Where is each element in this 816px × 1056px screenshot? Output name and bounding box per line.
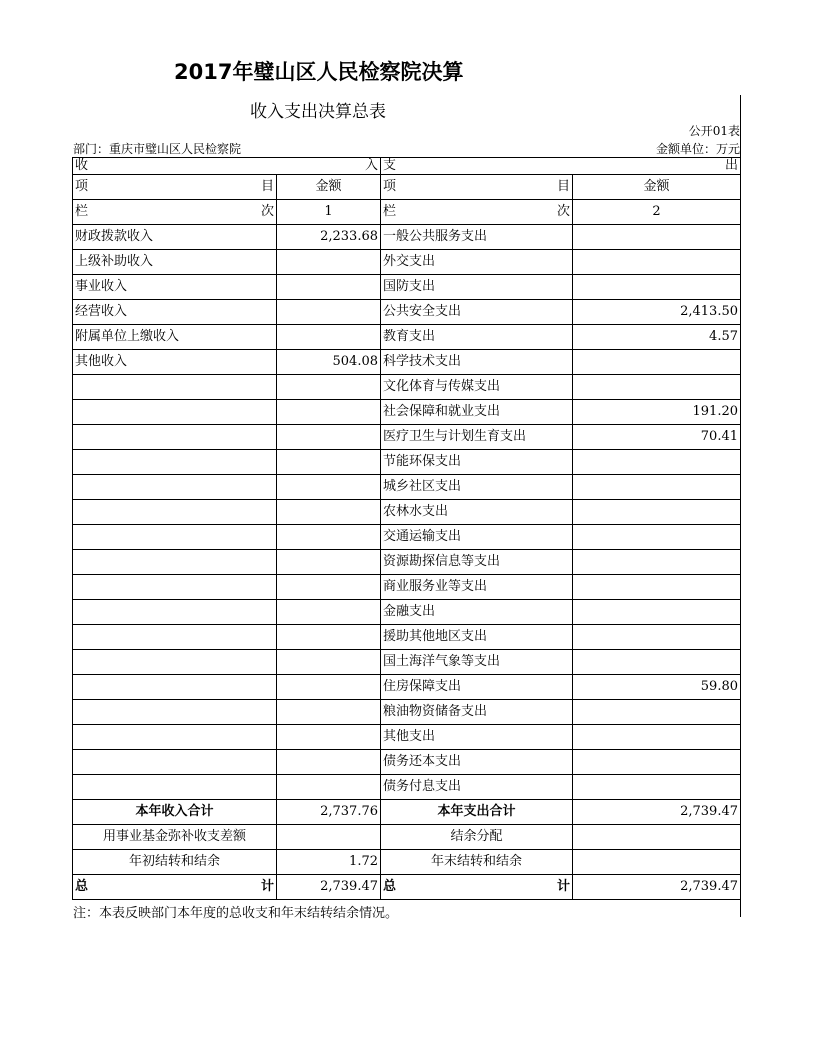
table-row [73, 550, 741, 575]
expense-amount-cell [573, 450, 741, 475]
expense-amount-cell [573, 525, 741, 550]
income-item-cell [73, 550, 277, 575]
expense-item-cell: 粮油物资储备支出 [381, 700, 573, 725]
table-row [73, 275, 741, 300]
income-item-cell [73, 450, 277, 475]
table-row [73, 350, 741, 375]
income-item-cell: 经营收入 [73, 300, 277, 325]
table-row [73, 400, 741, 425]
grand-total-row [73, 875, 741, 900]
expense-amount-cell: 191.20 [573, 400, 741, 425]
table-row [73, 500, 741, 525]
table-row [73, 700, 741, 725]
income-amount-cell [277, 250, 381, 275]
income-item-cell [73, 775, 277, 800]
end-balance-amount [573, 850, 741, 875]
table-row [73, 725, 741, 750]
table-row [73, 575, 741, 600]
expense-amount-cell [573, 375, 741, 400]
income-item-cell: 财政拨款收入 [73, 225, 277, 250]
end-balance-label: 年末结转和结余 [381, 850, 573, 875]
expense-item-cell: 科学技术支出 [381, 350, 573, 375]
expense-item-cell: 外交支出 [381, 250, 573, 275]
expense-item-cell: 文化体育与传媒支出 [381, 375, 573, 400]
income-amount-header: 金额 [277, 175, 381, 200]
income-amount-cell: 2,233.68 [277, 225, 381, 250]
expense-amount-cell [573, 350, 741, 375]
expense-item-cell: 节能环保支出 [381, 450, 573, 475]
income-amount-cell [277, 650, 381, 675]
table-row [73, 650, 741, 675]
expense-item-cell: 医疗卫生与计划生育支出 [381, 425, 573, 450]
income-amount-cell [277, 325, 381, 350]
expense-item-cell: 公共安全支出 [381, 300, 573, 325]
expense-item-cell: 债务付息支出 [381, 775, 573, 800]
income-amount-cell [277, 575, 381, 600]
expense-amount-cell: 70.41 [573, 425, 741, 450]
expense-amount-cell [573, 500, 741, 525]
grand-income-label: 总 计 [73, 875, 277, 900]
income-amount-cell [277, 475, 381, 500]
income-amount-cell [277, 425, 381, 450]
income-item-cell: 附属单位上缴收入 [73, 325, 277, 350]
expense-amount-cell [573, 700, 741, 725]
form-number: 公开01表 [688, 124, 740, 138]
income-amount-cell [277, 700, 381, 725]
income-head-right-cell: 入 [277, 158, 381, 175]
income-amount-cell [277, 300, 381, 325]
table-subtitle: 收入支出决算总表 [250, 102, 386, 122]
table-row [73, 625, 741, 650]
annual-total-row [73, 800, 741, 825]
expense-total-label: 本年支出合计 [381, 800, 573, 825]
table-row [73, 775, 741, 800]
expense-amount-cell [573, 575, 741, 600]
expense-amount-cell [573, 775, 741, 800]
income-head-cell: 收 [73, 158, 277, 175]
income-amount-cell [277, 450, 381, 475]
expense-item-cell: 国防支出 [381, 275, 573, 300]
table-row [73, 475, 741, 500]
expense-amount-cell [573, 475, 741, 500]
expense-total-amount: 2,739.47 [573, 800, 741, 825]
table-row [73, 250, 741, 275]
income-item-cell [73, 650, 277, 675]
expense-item-cell: 债务还本支出 [381, 750, 573, 775]
income-item-cell [73, 425, 277, 450]
expense-amount-header: 金额 [573, 175, 741, 200]
income-item-header: 项 目 [73, 175, 277, 200]
income-amount-cell [277, 750, 381, 775]
table-row [73, 375, 741, 400]
grand-income-amount: 2,739.47 [277, 875, 381, 900]
fund-amount [277, 825, 381, 850]
income-item-cell [73, 375, 277, 400]
expense-item-cell: 城乡社区支出 [381, 475, 573, 500]
expense-item-cell: 金融支出 [381, 600, 573, 625]
table-header-row-2 [73, 200, 741, 225]
table-header-row-0 [73, 158, 741, 175]
income-item-cell [73, 525, 277, 550]
table-row [73, 675, 741, 700]
expense-amount-cell [573, 550, 741, 575]
expense-amount-cell [573, 625, 741, 650]
expense-item-cell: 其他支出 [381, 725, 573, 750]
expense-amount-cell: 2,413.50 [573, 300, 741, 325]
income-item-cell [73, 675, 277, 700]
expense-item-cell: 一般公共服务支出 [381, 225, 573, 250]
income-amount-cell [277, 725, 381, 750]
expense-amount-cell [573, 275, 741, 300]
income-item-cell [73, 500, 277, 525]
table-row [73, 450, 741, 475]
expense-amount-cell: 59.80 [573, 675, 741, 700]
expense-amount-cell [573, 750, 741, 775]
income-item-cell [73, 575, 277, 600]
expense-item-header: 项 目 [381, 175, 573, 200]
surplus-label: 结余分配 [381, 825, 573, 850]
table-row [73, 425, 741, 450]
income-item-cell [73, 725, 277, 750]
income-item-cell [73, 600, 277, 625]
expense-item-cell: 国土海洋气象等支出 [381, 650, 573, 675]
table-row [73, 750, 741, 775]
income-item-cell [73, 750, 277, 775]
expense-amount-cell [573, 725, 741, 750]
page-title: 2017年璧山区人民检察院决算 [174, 60, 464, 84]
expense-item-cell: 交通运输支出 [381, 525, 573, 550]
income-expense-table [72, 157, 741, 900]
expense-item-cell: 资源勘探信息等支出 [381, 550, 573, 575]
income-item-cell: 事业收入 [73, 275, 277, 300]
expense-amount-cell [573, 225, 741, 250]
income-item-cell [73, 625, 277, 650]
surplus-amount [573, 825, 741, 850]
col-2-index: 2 [573, 200, 741, 225]
income-total-label: 本年收入合计 [73, 800, 277, 825]
income-amount-cell [277, 275, 381, 300]
income-amount-cell [277, 625, 381, 650]
income-total-amount: 2,737.76 [277, 800, 381, 825]
carryover-row [73, 850, 741, 875]
expense-head-cell: 支 [381, 158, 573, 175]
income-item-cell [73, 700, 277, 725]
income-amount-cell [277, 775, 381, 800]
expense-head-right-cell: 出 [573, 158, 741, 175]
col-1-index: 1 [277, 200, 381, 225]
table-row [73, 600, 741, 625]
income-amount-cell [277, 600, 381, 625]
table-row [73, 300, 741, 325]
income-item-cell [73, 400, 277, 425]
expense-item-cell: 援助其他地区支出 [381, 625, 573, 650]
expense-row-index-header: 栏 次 [381, 200, 573, 225]
expense-amount-cell: 4.57 [573, 325, 741, 350]
income-item-cell [73, 475, 277, 500]
table-row [73, 525, 741, 550]
table-header-row-1 [73, 175, 741, 200]
income-amount-cell [277, 375, 381, 400]
expense-item-cell: 农林水支出 [381, 500, 573, 525]
department-label: 部门：重庆市璧山区人民检察院 [73, 142, 242, 156]
income-item-cell: 其他收入 [73, 350, 277, 375]
fund-label: 用事业基金弥补收支差额 [73, 825, 277, 850]
begin-balance-label: 年初结转和结余 [73, 850, 277, 875]
table-row [73, 225, 741, 250]
expense-amount-cell [573, 600, 741, 625]
income-amount-cell [277, 525, 381, 550]
income-amount-cell [277, 550, 381, 575]
fund-row [73, 825, 741, 850]
expense-item-cell: 教育支出 [381, 325, 573, 350]
begin-balance-amount: 1.72 [277, 850, 381, 875]
expense-item-cell: 住房保障支出 [381, 675, 573, 700]
footnote: 注：本表反映部门本年度的总收支和年末结转结余情况。 [73, 906, 399, 921]
income-amount-cell [277, 500, 381, 525]
income-row-index-header: 栏 次 [73, 200, 277, 225]
grand-expense-amount: 2,739.47 [573, 875, 741, 900]
income-amount-cell: 504.08 [277, 350, 381, 375]
grand-expense-label: 总 计 [381, 875, 573, 900]
expense-item-cell: 商业服务业等支出 [381, 575, 573, 600]
income-item-cell: 上级补助收入 [73, 250, 277, 275]
amount-unit-label: 金额单位：万元 [655, 142, 740, 156]
table-row [73, 325, 741, 350]
expense-item-cell: 社会保障和就业支出 [381, 400, 573, 425]
expense-amount-cell [573, 250, 741, 275]
expense-amount-cell [573, 650, 741, 675]
income-amount-cell [277, 400, 381, 425]
income-amount-cell [277, 675, 381, 700]
